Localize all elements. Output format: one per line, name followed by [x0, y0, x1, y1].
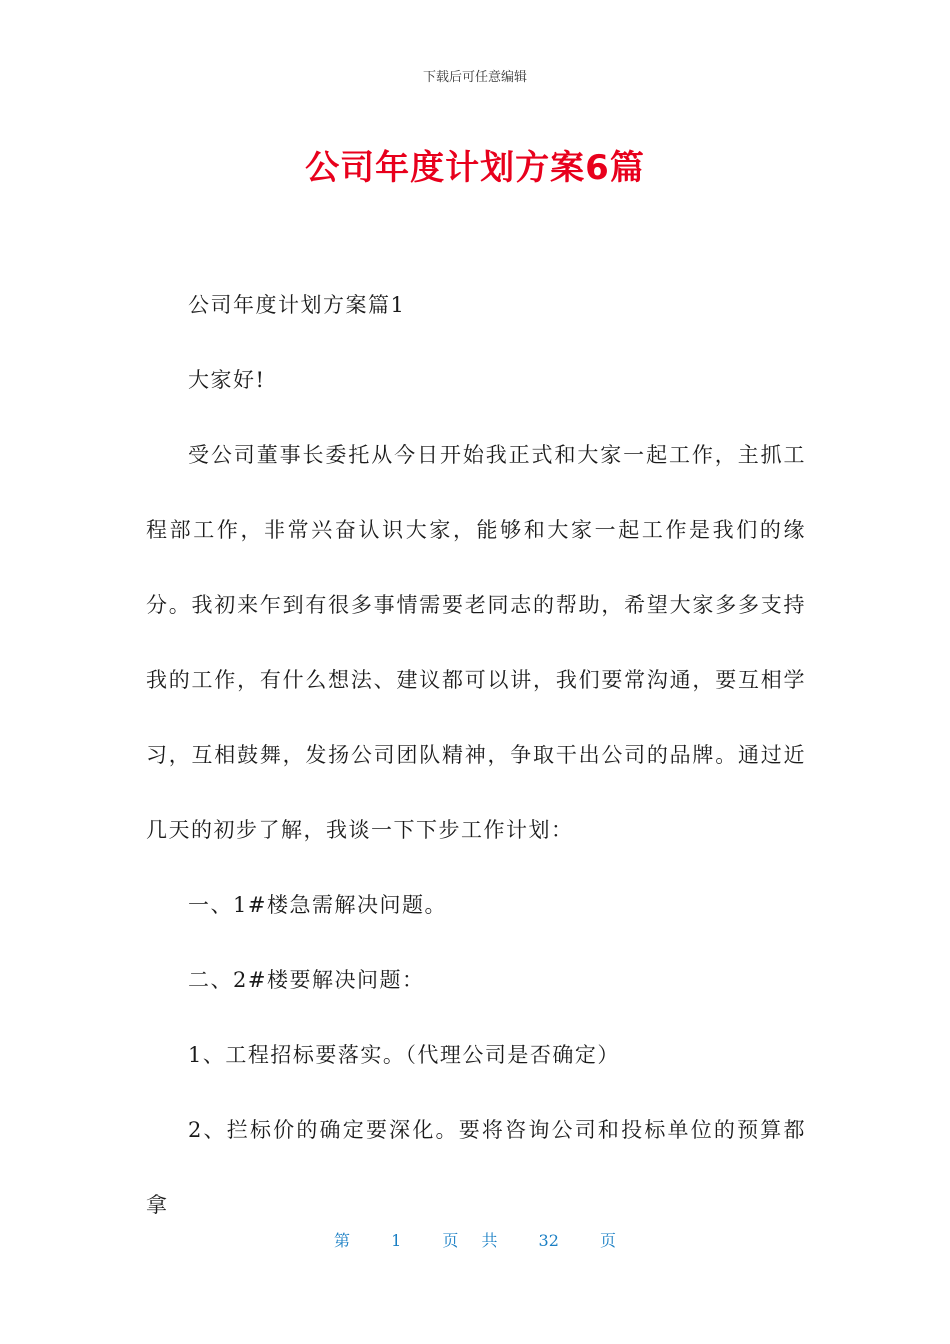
list-item-bid-price: 2、拦标价的确定要深化。要将咨询公司和投标单位的预算都拿: [146, 1118, 806, 1217]
footer-prefix: 第: [333, 1231, 350, 1250]
document-body: [146, 268, 806, 1243]
list-item-tender: 1、工程招标要落实。（代理公司是否确定）: [188, 1043, 620, 1067]
list-item-building-2: 二、2#楼要解决问题：: [188, 968, 425, 992]
page-footer: [0, 1228, 950, 1251]
list-item-building-1: 一、1#楼急需解决问题。: [188, 893, 447, 917]
footer-total-pages: 32: [538, 1231, 559, 1250]
section-heading: 公司年度计划方案篇1: [188, 293, 406, 317]
footer-current-page: 1: [391, 1231, 402, 1250]
intro-paragraph: 受公司董事长委托从今日开始我正式和大家一起工作，主抓工程部工作，非常兴奋认识大家，能够和大家一起工作是我们的缘分。我初来乍到有很多事情需要老同志的帮助，希望大家多多支持我的工作，有什么想法、建议都可以讲，我们要常沟通，要互相学习，互相鼓舞，发扬公司团队精神，争取干出公司的品牌。通过近几天的初步了解，我谈一下下步工作计划：: [146, 443, 806, 842]
footer-mid: 页 共: [442, 1231, 498, 1250]
footer-suffix: 页: [600, 1231, 617, 1250]
greeting-paragraph: 大家好!: [188, 368, 266, 392]
document-title: 公司年度计划方案6篇: [305, 148, 645, 188]
header-note: 下载后可任意编辑: [422, 70, 527, 85]
